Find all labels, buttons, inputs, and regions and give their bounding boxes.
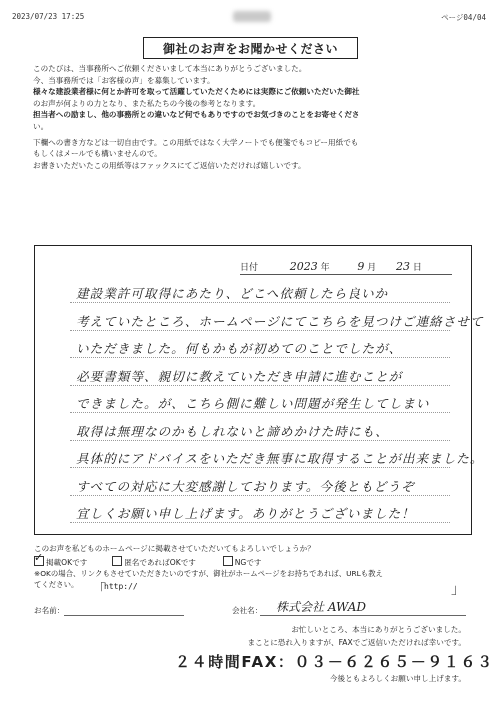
date-year: 2023 — [289, 260, 318, 273]
date-row — [240, 260, 422, 273]
date-label: 日付 — [240, 263, 259, 273]
intro-line: のお声が何よりの力となり、また私たちの今後の参考となります。 — [33, 98, 261, 108]
handwritten-line: 取得は無理なのかもしれないと諦めかけた時にも、 — [76, 423, 389, 439]
handwritten-line: いただきました。何もかもが初めてのことでしたが、 — [76, 341, 403, 356]
url-bracket-close: 」 — [451, 582, 465, 598]
date-day-unit: 日 — [412, 263, 422, 273]
ruled-line — [70, 302, 450, 303]
closing-thanks: お忙しいところ、本当にありがとうございました。 — [291, 625, 466, 634]
option-ok-label: 掲載OKです — [46, 558, 88, 567]
intro-line: 担当者への励まし、他の事務所との違いなど何でもありですのでお気づきのことをお寄せくださ — [33, 110, 360, 120]
permission-question: このお声を私どものホームページに掲載させていただいてもよろしいでしょうか？ — [34, 544, 315, 553]
final-line: 今後ともよろしくお願い申し上げます。 — [329, 674, 466, 683]
intro-line: お書きいただいたこの用紙等はファックスにてご返信いただければ嬉しいです。 — [33, 160, 306, 170]
ruled-line — [70, 495, 450, 496]
date-underline — [240, 274, 452, 275]
option-anonymous-label: 匿名であればOKです — [124, 558, 196, 567]
date-day: 23 — [396, 260, 411, 273]
date-year-unit: 年 — [320, 263, 330, 273]
fax-number: ２４時間FAX：０３－６２６５－９１６３ — [175, 653, 494, 671]
intro-line: もしくはメールでも構いませんので。 — [33, 149, 162, 159]
handwritten-line: 必要書類等、親切に教えていただき申請に進むことが — [76, 368, 403, 384]
date-month: 9 — [357, 260, 365, 273]
option-ng[interactable] — [223, 558, 262, 567]
option-anonymous[interactable] — [112, 558, 196, 567]
ruled-line — [70, 385, 450, 386]
intro-line: 下欄への書き方などは一切自由です。この用紙ではなく大学ノートでも便箋でもコピー用紙でも — [33, 137, 359, 147]
handwritten-line: できました。が、こちら側に難しい問題が発生してしまい — [76, 396, 430, 411]
option-ng-label: NGです — [234, 558, 262, 567]
redacted-sender — [233, 11, 271, 22]
intro-line: 今、当事務所では「お客様の声」を募集しています。 — [33, 75, 215, 85]
intro-line: い。 — [33, 121, 49, 131]
checkbox-ok[interactable] — [34, 556, 44, 566]
checkbox-ng[interactable] — [223, 556, 233, 566]
date-month-unit: 月 — [367, 263, 377, 273]
handwritten-line: 宜しくお願い申し上げます。ありがとうございました！ — [76, 506, 415, 521]
intro-line: 様々な建設業者様に何とか許可を取って活躍していただくためには実際にご依頼いただいた御社 — [33, 87, 360, 97]
intro-line: このたびは、当事務所へご依頼くださいまして本当にありがとうございました。 — [33, 64, 307, 73]
handwritten-line: 具体的にアドバイスをいただき無事に取得することが出来ました。 — [76, 451, 484, 466]
company-field[interactable] — [260, 615, 466, 616]
closing-fax-request: まことに恐れ入りますが、FAXでご返信いただければ幸いです。 — [247, 638, 466, 647]
permission-options — [34, 556, 262, 568]
handwritten-line: すべての対応に大変感謝しております。今後ともどうぞ — [76, 478, 415, 494]
name-label: お名前： — [34, 606, 65, 615]
company-value: 株式会社 AWAD — [276, 600, 367, 614]
checkbox-anonymous[interactable] — [112, 556, 122, 566]
company-label: 会社名： — [232, 606, 263, 615]
note-line-1: ※OKの場合、リンクもさせていただきたいのですが、御社がホームページをお持ちであれば、URLも教え — [34, 569, 383, 578]
handwritten-line: 考えていたところ、ホームページにてこちらを見つけご連絡させて — [76, 313, 484, 329]
note-line-2: てください。 — [34, 580, 79, 589]
ruled-line — [70, 357, 450, 358]
intro-text — [33, 63, 473, 171]
ruled-line — [70, 522, 450, 523]
ruled-line — [70, 412, 450, 413]
url-field[interactable]: http:// — [104, 582, 138, 591]
ruled-line — [70, 467, 450, 468]
handwritten-line: 建設業許可取得にあたり、どこへ依頼したら良いか — [76, 286, 389, 301]
option-ok[interactable] — [34, 558, 87, 567]
page-title: 御社のお声をお聞かせください — [143, 37, 358, 59]
ruled-line — [70, 440, 450, 441]
url-bracket-open: 「 — [92, 582, 106, 598]
ruled-line — [70, 330, 450, 331]
fax-page-number: ページ04/04 — [441, 13, 486, 22]
fax-header — [0, 12, 500, 24]
name-field[interactable] — [64, 615, 184, 616]
fax-timestamp: 2023/07/23 17:25 — [12, 12, 85, 21]
